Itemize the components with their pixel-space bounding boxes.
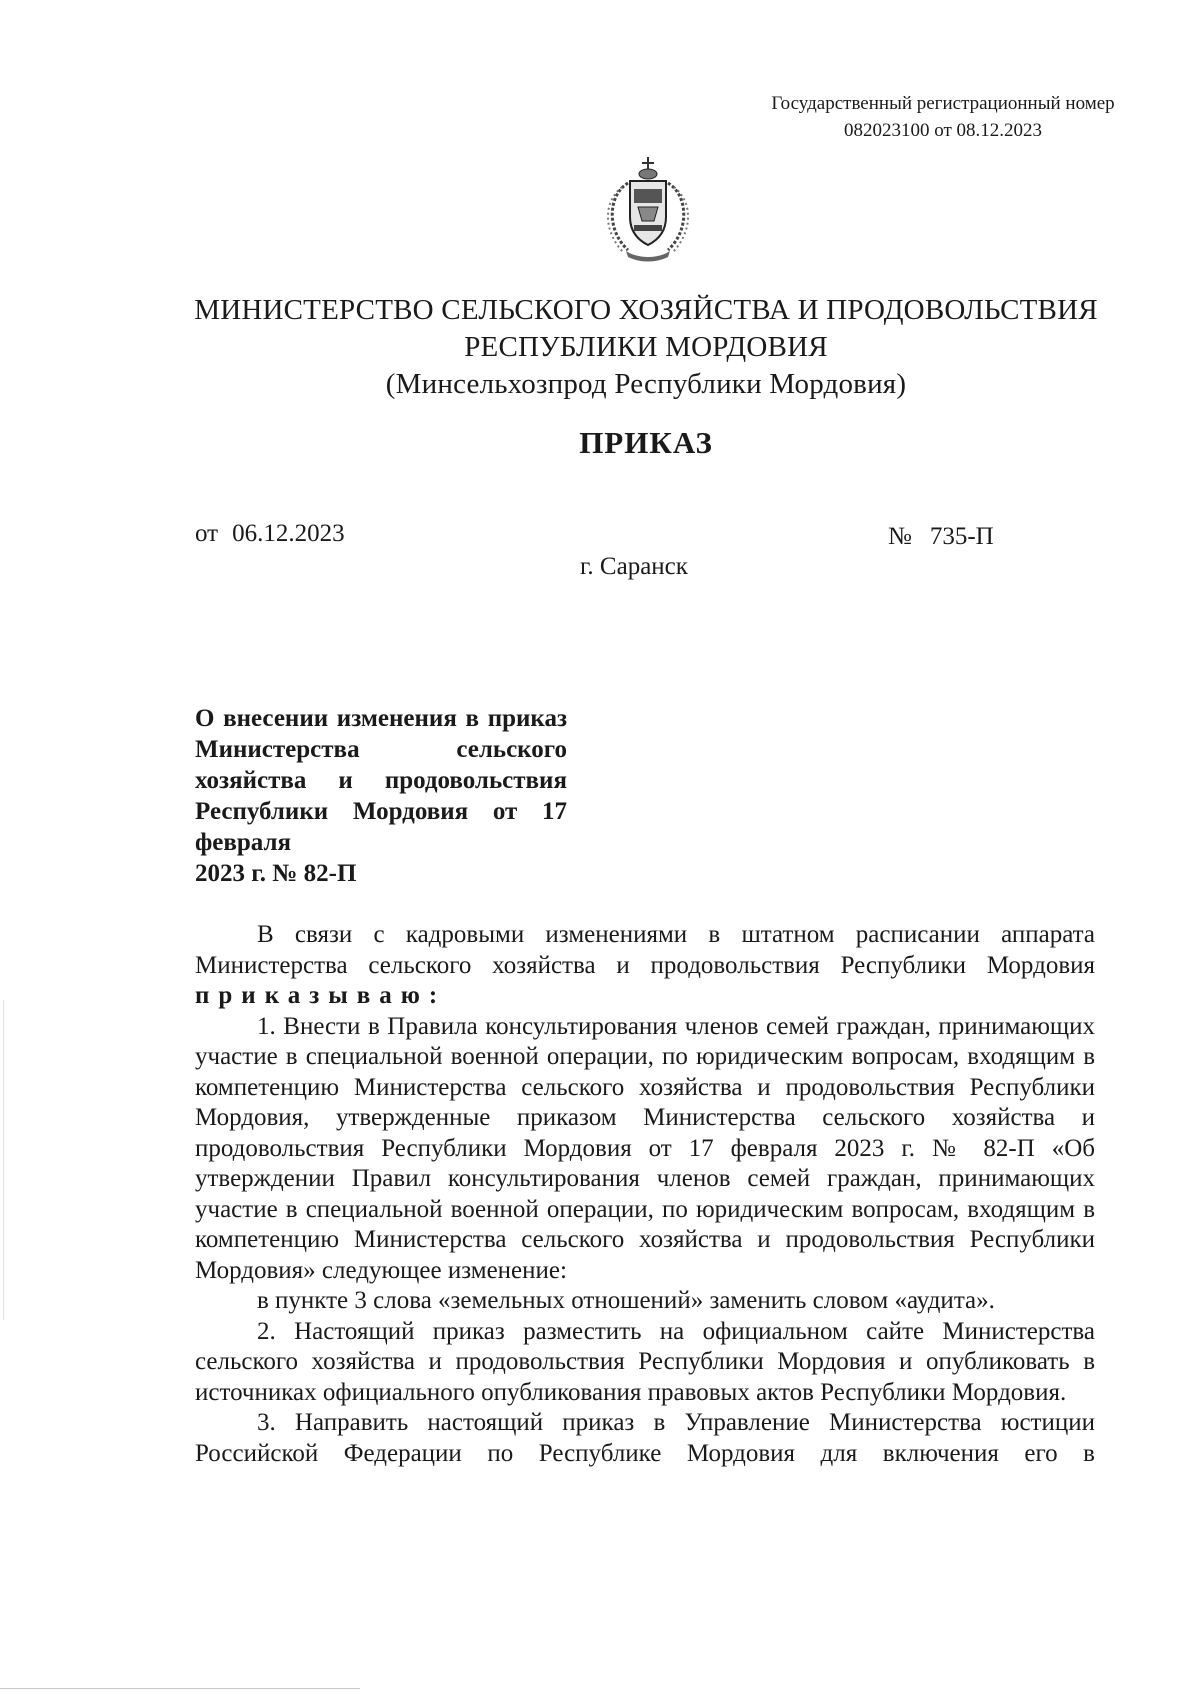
scan-margin-line	[3, 1000, 4, 1320]
ministry-abbreviation: (Минсельхозпрод Республики Мордовия)	[385, 368, 907, 400]
date-value: 06.12.2023	[232, 520, 345, 547]
item-1-change: в пункте 3 слова «земельных отношений» заменить словом «аудита».	[257, 1287, 995, 1314]
ministry-name-line-1: МИНИСТЕРСТВО СЕЛЬСКОГО ХОЗЯЙСТВА И ПРОДОВОЛЬСТВИЯ	[194, 294, 1098, 326]
order-word: приказываю:	[195, 982, 447, 1009]
ministry-name-line-2: РЕСПУБЛИКИ МОРДОВИЯ	[464, 331, 828, 363]
item-3: 3. Направить настоящий приказ в Управление Министерства юстиции Российской Федерации по Республике Мордовия для включения его в	[195, 1409, 1095, 1467]
number-prefix: №	[888, 523, 912, 550]
city: г. Саранск	[580, 553, 688, 580]
coat-of-arms-icon	[598, 155, 698, 265]
subject-last-line: 2023 г. № 82-П	[195, 860, 357, 887]
subject-text: О внесении изменения в приказ Министерства сельского хозяйства и продовольствия Республики Мордовия от 17 февраля	[195, 705, 567, 856]
order-word-paragraph	[195, 981, 1095, 1012]
order-number	[888, 523, 994, 551]
intro-paragraph: В связи с кадровыми изменениями в штатном расписании аппарата Министерства сельского хозяйства и продовольствия Республики Мордовия	[195, 921, 1095, 979]
order-body	[195, 920, 1095, 1469]
date-prefix: от	[195, 520, 219, 547]
registration-number	[728, 90, 1158, 144]
document-type-title: ПРИКАЗ	[579, 425, 713, 460]
registration-line-1: Государственный регистрационный номер	[771, 93, 1115, 114]
number-value: 735-П	[929, 523, 994, 550]
item-2: 2. Настоящий приказ разместить на официальном сайте Министерства сельского хозяйства и продовольствия Республики Мордовия и опубликовать в источниках официального опубликования правовых актов Республики Мордовия.	[195, 1317, 1095, 1406]
registration-line-2: 082023100 от 08.12.2023	[843, 120, 1043, 141]
scan-bottom-line	[0, 1688, 360, 1689]
item-1: 1. Внести в Правила консультирования членов семей граждан, принимающих участие в специальной военной операции, по юридическим вопросам, входящим в компетенцию Министерства сельского хозяйства и продовольствия Республики Мордовия, утвержденные приказом Министерства сельского хозяйства и продовольствия Республики Мордовия от 17 февраля 2023 г. № 82-П «Об утверждении Правил консультирования членов семей граждан, принимающих участие в специальной военной операции, по юридическим вопросам, входящим в компетенцию Министерства сельского хозяйства и продовольствия Республики Мордовия» следующее изменение:	[195, 1012, 1095, 1284]
order-subject	[195, 703, 567, 889]
order-date	[195, 520, 345, 548]
